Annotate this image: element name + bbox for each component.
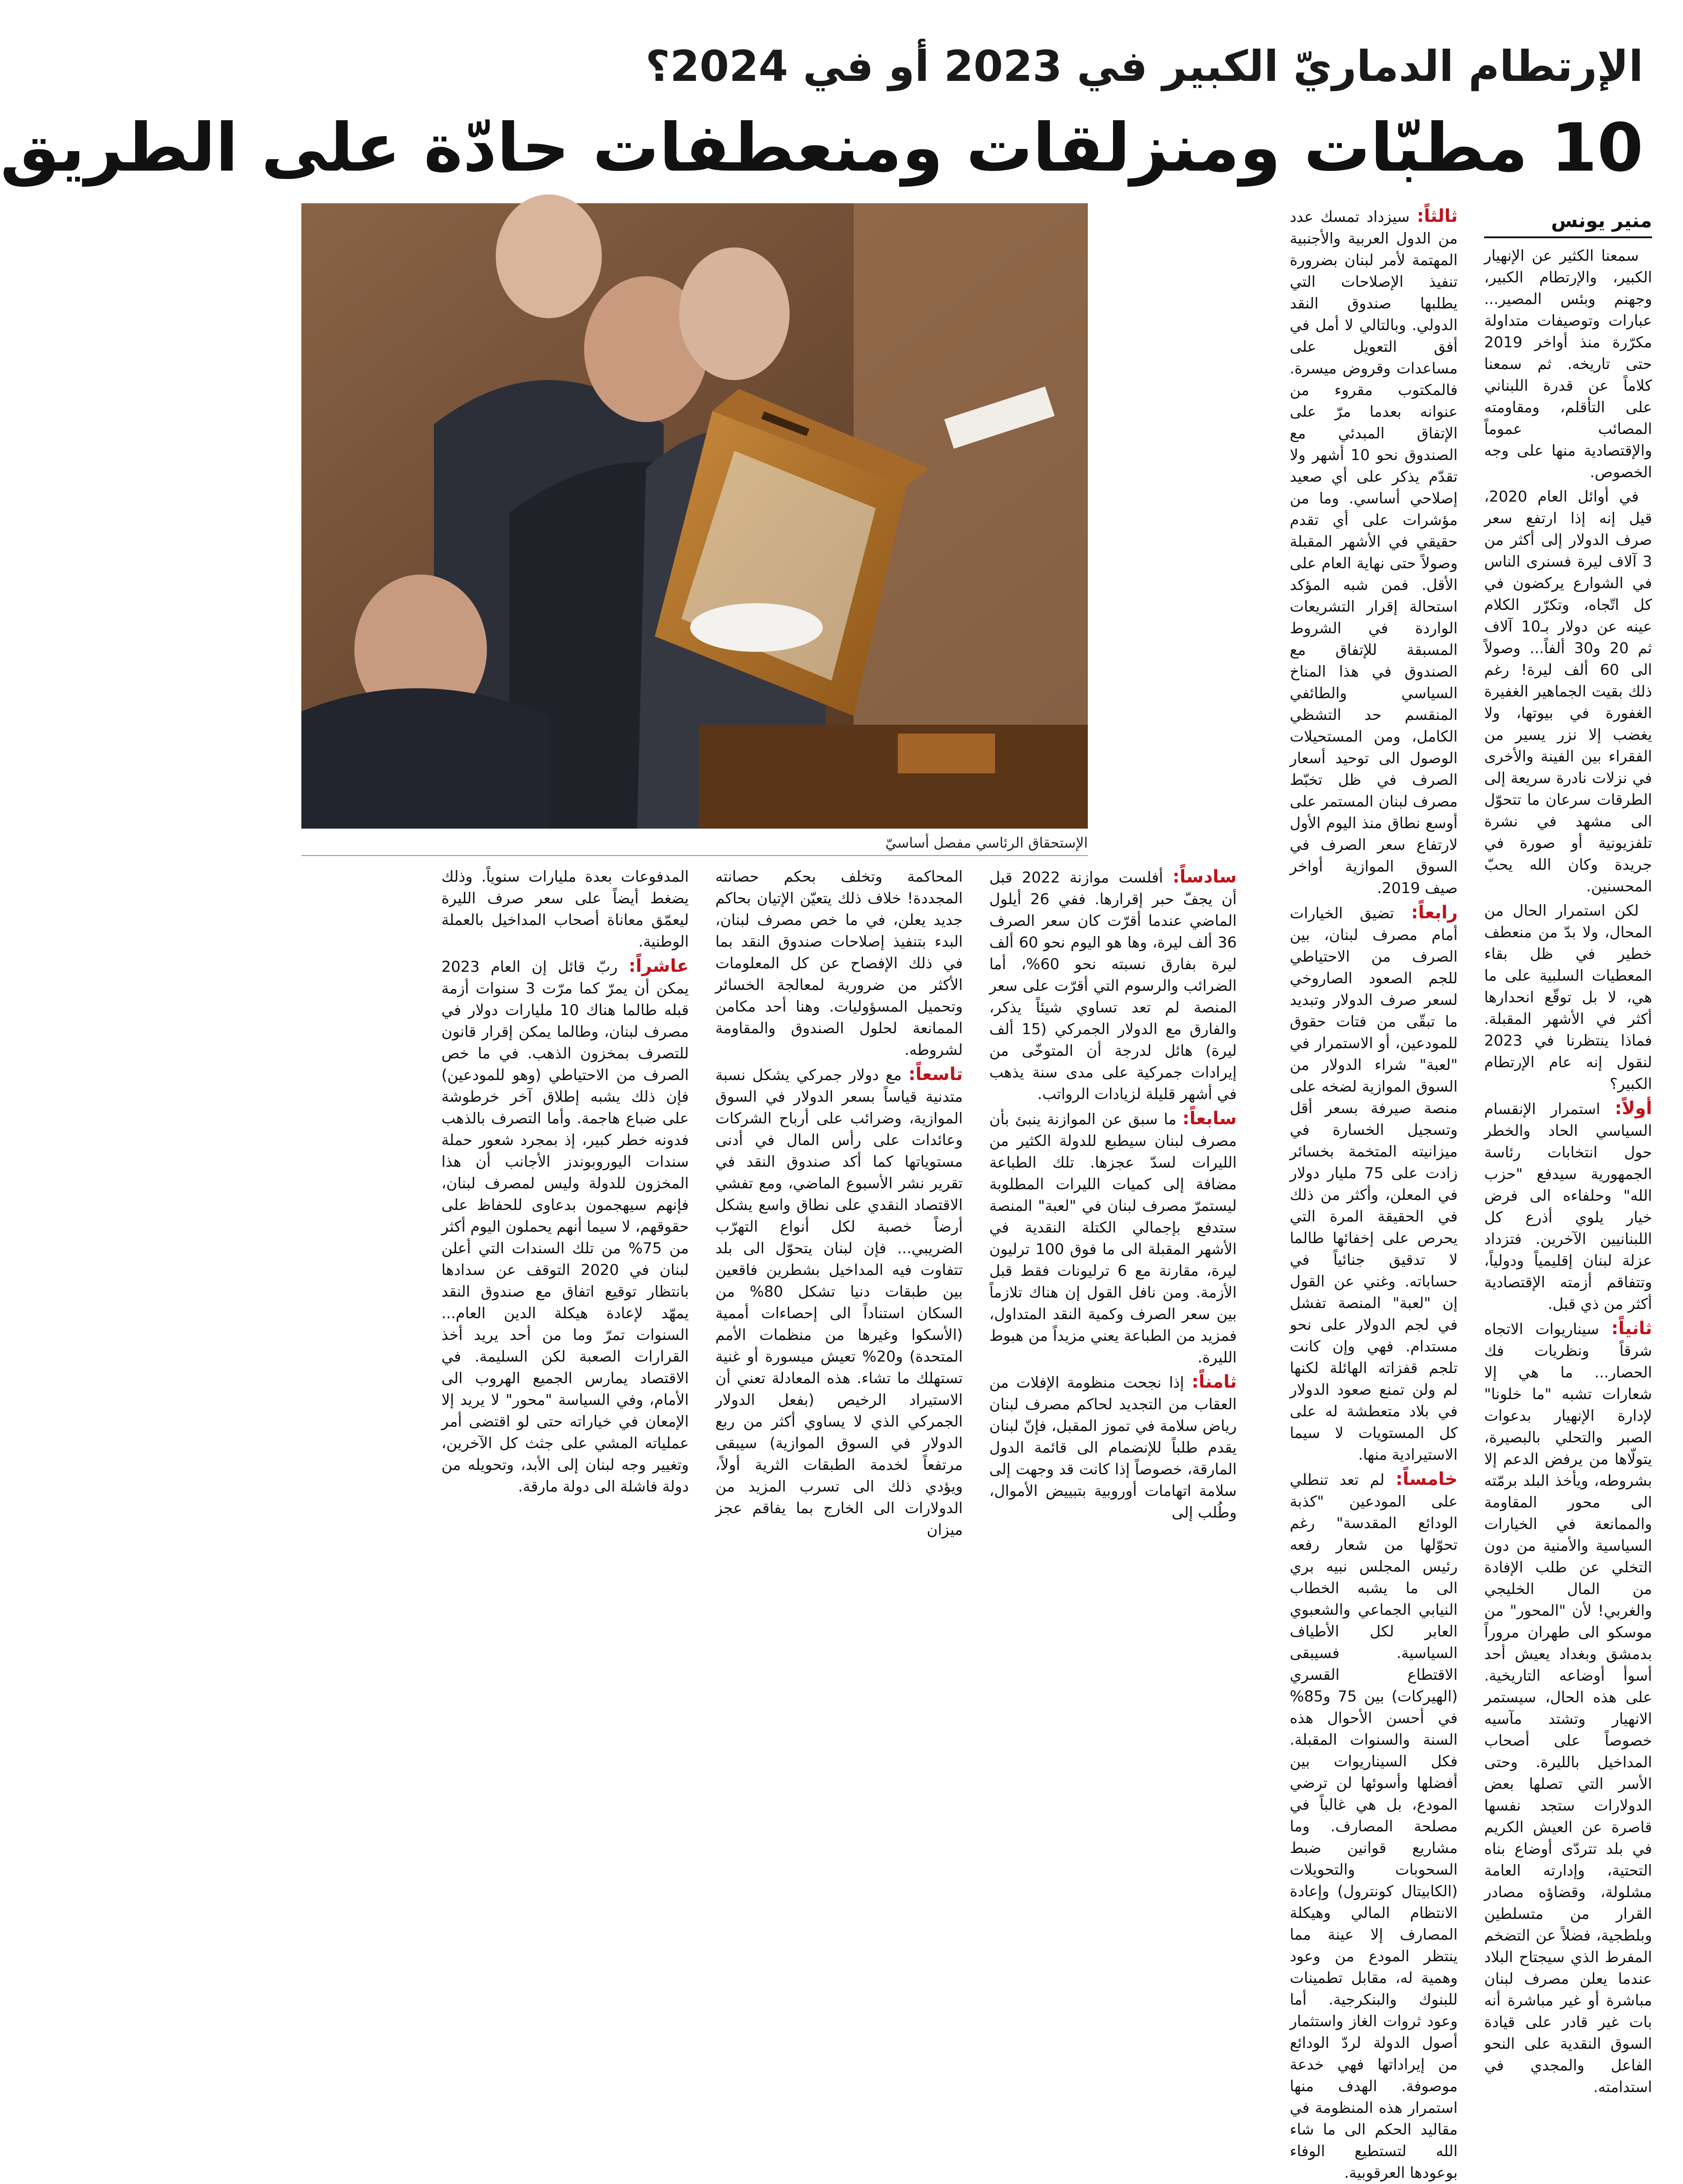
paragraph-text: في أوائل العام 2020، قيل إنه إذا ارتفع سعر صرف الدولار إلى أكثر من 3 آلاف ليرة فسنرى الناس في الشوارع يركضون في كل اتّجاه، وتكرّر الكلام عينه عن دولار بـ10 آلاف ثم 20 و30 ألفاً... وصولاً الى 60 ألف ليرة! رغم ذلك بقيت الجماهير الغفيرة الغفورة في بيوتها، ولا يغضب إلا نزر يسير من الفقراء بين الفينة والأخرى في نزلات نادرة سريعة إلى الطرقات سرعان ما تتحوّل الى مشهد في نشرة تلفزيونية أو صورة في جريدة وكان الله يحبّ المحسنين. bbox=[1484, 488, 1653, 895]
photo-caption: الإستحقاق الرئاسي مفصل أساسيّ bbox=[885, 834, 1088, 851]
article-paragraph bbox=[1484, 1318, 1652, 2098]
paragraph-text: أفلست موازنة 2022 قبل أن يجفّ حبر إقرارها. ففي 26 أيلول الماضي عندما أقرّت كان سعر الصرف 36 ألف ليرة، وها هو اليوم نحو 60 ألف ليرة بفارق نسبته نحو 60%، أما الضرائب والرسوم التي أقرّت على سعر المنصة لم تعد تساوي شيئاً يذكر، والفارق مع الدولار الجمركي (15 ألف ليرة) هائل لدرجة أن المتوخّى من إيرادات جمركية على مدى سنة يذهب في أشهر قليلة لزيادات الرواتب. bbox=[989, 869, 1237, 1103]
article-column-5 bbox=[441, 866, 689, 1567]
point-ordinal-label: سابعاً: bbox=[1182, 1108, 1237, 1129]
article-paragraph bbox=[1484, 1098, 1652, 1315]
ballot-box-illustration bbox=[301, 203, 1088, 829]
parliament-vote-photo bbox=[301, 203, 1088, 829]
byline-divider bbox=[1484, 236, 1652, 238]
article-paragraph bbox=[1484, 900, 1652, 1095]
article-paragraph bbox=[989, 1108, 1237, 1369]
article-column-1 bbox=[1484, 245, 1653, 2096]
paragraph-text: سيزداد تمسك عدد من الدول العربية والأجنبية المهتمة لأمر لبنان بضرورة تنفيذ الإصلاحات التي يطلبها صندوق النقد الدولي. وبالتالي لا أمل في أفق التعويل على مساعدات وقروض ميسرة. فالمكتوب مقروء من عنوانه بعدما مرّ على الإتفاق المبدئي مع الصندوق نحو 10 أشهر ولا تقدّم يذكر على أي صعيد إصلاحي أساسي. وما من مؤشرات على أي تقدم حقيقي في الأشهر المقبلة وصولاً حتى نهاية العام على الأقل. فمن شبه المؤكد استحالة إقرار التشريعات الواردة في الشروط المسبقة للإتفاق مع الصندوق في هذا المناخ السياسي والطائفي المنقسم حد التشظي الكامل، ومن المستحيلات الوصول الى توحيد أسعار الصرف في ظل تخبّط مصرف لبنان المستمر على أوسع نطاق منذ اليوم الأول لارتفاع سعر الصرف في السوق الموازية أواخر صيف 2019. bbox=[1290, 208, 1458, 897]
caption-divider bbox=[301, 855, 1088, 856]
article-paragraph bbox=[1484, 486, 1652, 898]
article-paragraph bbox=[1290, 902, 1458, 1466]
point-ordinal-label: ثالثاً: bbox=[1417, 206, 1458, 226]
article-column-2 bbox=[1290, 205, 1458, 2182]
article-paragraph bbox=[989, 1371, 1237, 1524]
paragraph-text: مع دولار جمركي يشكل نسبة متدنية قياساً بسعر الدولار في السوق الموازية، وضرائب على أرباح الشركات وعائدات على رأس المال في أدنى مستوياتها كما أكد صندوق النقد في تقرير نشر الأسبوع الماضي، ومع تفشي الاقتصاد النقدي على نطاق واسع يشكل أرضاً خصبة لكل أنواع التهرّب الضريبي... فإن لبنان يتحوّل الى بلد تتفاوت فيه المداخيل بشطرين فاقعين بين طبقات دنيا تشكل 80% من السكان استناداً الى إحصاءات أممية (الأسكوا وغيرها من منظمات الأمم المتحدة) و20% تعيش ميسورة أو غنية تستهلك ما تشاء. هذه المعادلة تعني أن الاستيراد الرخيص (بفعل الدولار الجمركي الذي لا يساوي أكثر من ربع الدولار في السوق الموازية) سيبقى مرتفعاً لخدمة الطبقات الثرية أولاً، ويؤدي ذلك الى تسرب المزيد من الدولارات الى الخارج بما يفاقم عجز ميزان bbox=[715, 1066, 963, 1539]
paragraph-text: المدفوعات بعدة مليارات سنوياً. وذلك يضغط أيضاً على سعر صرف الليرة ليعمّق معاناة أصحاب المداخيل بالعملة الوطنية. bbox=[441, 868, 689, 951]
paragraph-text: لكن استمرار الحال من المحال، ولا بدّ من منعطف خطير في ظل بقاء المعطيات السلبية على ما هي، لا بل توقّع انحدارها أكثر في الأشهر المقبلة. فماذا ينتظرنا في 2023 لنقول إنه عام الإرتطام الكبير؟ bbox=[1484, 902, 1652, 1093]
article-column-4 bbox=[715, 866, 963, 1567]
article-paragraph bbox=[441, 955, 689, 1498]
article-paragraph bbox=[1290, 1469, 1458, 2184]
article-paragraph bbox=[715, 1064, 963, 1541]
headline-kicker: الإرتطام الدماريّ الكبير في 2023 أو في 2024؟ bbox=[645, 42, 1643, 91]
point-ordinal-label: ثانياً: bbox=[1611, 1318, 1652, 1339]
paragraph-text: ما سبق عن الموازنة ينبئ بأن مصرف لبنان سيطبع للدولة الكثير من الليرات لسدّ عجزها. تلك الطباعة مضافة إلى كميات الليرات المطلوبة ليستمرّ مصرف لبنان في "لعبة" المنصة ستدفع بإجمالي الكتلة النقدية في الأشهر المقبلة الى ما فوق 100 ترليون ليرة، مقارنة مع 6 ترليونات فقط قبل الأزمة. ومن نافل القول إن هناك تلازماً بين سعر الصرف وكمية النقد المتداول، فمزيد من الطباعة يعني مزيداً من هبوط الليرة. bbox=[989, 1111, 1237, 1366]
point-ordinal-label: أولاً: bbox=[1615, 1098, 1652, 1119]
paragraph-text: المحاكمة وتخلف بحكم حصانته المجددة! خلاف ذلك يتعيّن الإتيان بحاكم جديد يعلن، في ما خص مصرف لبنان، البدء بتنفيذ إصلاحات صندوق النقد بما في ذلك الإفصاح عن كل المعلومات الأكثر من ضرورية لمعالجة الخسائر وتحميل المسؤوليات. وهنا أحد مكامن الممانعة لحلول الصندوق والمقاومة لشروطه. bbox=[715, 868, 963, 1059]
article-paragraph bbox=[1290, 205, 1458, 899]
author-byline: منير يونس bbox=[1551, 209, 1652, 232]
article-paragraph bbox=[989, 866, 1237, 1105]
point-ordinal-label: ثامناً: bbox=[1191, 1372, 1237, 1392]
paragraph-text: سمعنا الكثير عن الإنهيار الكبير، والإرتطام الكبير، وجهنم وبئس المصير... عبارات وتوصيفات متداولة مكرّرة منذ أواخر 2019 حتى تاريخه. ثم سمعنا كلاماً عن قدرة اللبناني على التأقلم، ومقاومته المصائب عموماً والإقتصادية منها على وجه الخصوص. bbox=[1484, 247, 1652, 481]
headline-title: 10 مطبّات ومنزلقات ومنعطفات حادّة على الطريق bbox=[0, 110, 1643, 186]
paragraph-text: تضيق الخيارات أمام مصرف لبنان، بين الصرف من الاحتياطي للجم الصعود الصاروخي لسعر صرف الدولار وتبديد ما تبقّى من فتات حقوق للمودعين، أو الاستمرار في "لعبة" شراء الدولار من السوق الموازية لضخه على منصة صيرفة بسعر أقل وتسجيل الخسارة في ميزانيته المتخمة بخسائر زادت على 75 مليار دولار في المعلن، وأكثر من ذلك في الحقيقة المرة التي يحرص على إخفائها طالما لا تدقيق جنائياً في حساباته. وغني عن القول إن "لعبة" المنصة تفشل في لجم الدولار على نحو مستدام. فهي وإن كانت تلجم قفزاته الهائلة لكنها لم ولن تمنع صعود الدولار في بلاد متعطشة له على كل المستويات لا سيما الاستيرادية منها. bbox=[1290, 905, 1458, 1464]
paragraph-text: لم تعد تنطلي على المودعين "كذبة الودائع المقدسة" رغم تحوّلها من شعار رفعه رئيس المجلس نبيه بري الى ما يشبه الخطاب النيابي الجماعي والشعبوي العابر لكل الأطياف السياسية. فسيبقى الاقتطاع القسري (الهيركات) بين 75 و85% في أحسن الأحوال هذه السنة والسنوات المقبلة. فكل السيناريوات بين أفضلها وأسوئها لن ترضي المودع، بل هي غالباً في مصلحة المصارف. وما مشاريع قوانين ضبط السحوبات والتحويلات (الكابيتال كونترول) وإعادة الانتظام المالي وهيكلة المصارف إلا عينة مما ينتظر المودع من وعود وهمية له، مقابل تطمينات للبنوك والبنكرجية. أما وعود ثروات الغاز واستثمار أصول الدولة لردّ الودائع من إيراداتها فهي خدعة موصوفة. الهدف منها استمرار هذه المنظومة في مقاليد الحكم الى ما شاء الله لتستطيع الوفاء بوعودها العرقوبية. bbox=[1290, 1471, 1458, 2182]
paragraph-text: سيناريوات الاتجاه شرقاً ونظريات فك الحصار... ما هي إلا شعارات تشبه "ما خلونا" لإدارة الإنهيار بدعوات الصبر والتحلي بالبصيرة، يتولّاها من يرفض الدعم إلا بشروطه، ويأخذ البلد برمّته الى محور المقاومة والممانعة في الخيارات السياسية والأمنية من دون التخلي عن طلب الإفادة من المال الخليجي والغربي! لأن "المحور" من موسكو الى طهران مروراً بدمشق وبغداد يعيش أحد أسوأ أوضاعه التاريخية. على هذه الحال، سيستمر الانهيار وتشتد مآسيه خصوصاً على أصحاب المداخيل بالليرة. وحتى الأسر التي تصلها بعض الدولارات ستجد نفسها قاصرة عن العيش الكريم في بلد تتردّى أوضاع بناه التحتية، وإدارته العامة مشلولة، وقضاؤه مصادر القرار من متسلطين وبلطجية، فضلاً عن التضخم المفرط الذي سيجتاح البلاد عندما يعلن مصرف لبنان مباشرة أو غير مباشرة أنه بات غير قادر على قيادة السوق النقدية على النحو الفاعل والمجدي في استدامته. bbox=[1484, 1320, 1652, 2096]
paragraph-text: إذا نجحت منظومة الإفلات من العقاب من التجديد لحاكم مصرف لبنان رياض سلامة في تموز المقبل، فإنّ لبنان يقدم طلباً للإنضمام الى قائمة الدول المارقة، خصوصاً إذا كانت قد وجهت إلى سلامة اتهامات أوروبية بتبييض الأموال، وطُلب إلى bbox=[989, 1374, 1237, 1522]
point-ordinal-label: تاسعاً: bbox=[908, 1064, 963, 1084]
article-paragraph bbox=[715, 866, 963, 1061]
point-ordinal-label: سادساً: bbox=[1172, 867, 1237, 887]
article-paragraph bbox=[441, 866, 689, 953]
point-ordinal-label: عاشراً: bbox=[628, 956, 689, 976]
point-ordinal-label: رابعاً: bbox=[1411, 902, 1458, 923]
paragraph-text: استمرار الإنقسام السياسي الحاد والخطر حول انتخابات رئاسة الجمهورية سيدفع "حزب الله" وحلفاءه الى فرض خيار يلوي أذرع كل اللبنانيين الآخرين. فتزداد عزلة لبنان إقليمياً ودولياً، وتتفاقم أزمته الإقتصادية أكثر من ذي قبل. bbox=[1484, 1100, 1652, 1313]
article-paragraph bbox=[1484, 245, 1652, 483]
article-column-3 bbox=[989, 866, 1237, 1567]
point-ordinal-label: خامساً: bbox=[1395, 1469, 1458, 1489]
paragraph-text: ربّ قائل إن العام 2023 يمكن أن يمرّ كما مرّت 3 سنوات أزمة قبله طالما هناك 10 مليارات دولار في مصرف لبنان، وطالما يمكن إقرار قانون للتصرف بمخزون الذهب. في ما خص الصرف من الاحتياطي (وهو للمودعين) فإن ذلك يشبه إطلاق آخر خرطوشة على ضباع هاجمة. وأما التصرف بالذهب فدونه خطر كبير، إذ بمجرد شعور حملة سندات اليوروبوندز الأجانب أن هذا المخزون للدولة وليس لمصرف لبنان، فإنهم سيهجمون بدعاوى للحفاظ على حقوقهم، لا سيما أنهم يحملون اليوم أكثر من 75% من تلك السندات التي أعلن لبنان في 2020 التوقف عن سدادها بانتظار توقيع اتفاق مع صندوق النقد يمهّد لإعادة هيكلة الدين العام... السنوات تمرّ وما من أحد يريد أخذ القرارات الصعبة لكن السليمة. في الاقتصاد يمارس الجميع الهروب الى الأمام، وفي السياسة "محور" لا يريد إلا الإمعان في خياراته حتى لو اقتضى أمر عملياته المشي على جثث كل الآخرين، وتغيير وجه لبنان إلى الأبد، وتحويله من دولة فاشلة الى دولة مارقة. bbox=[441, 958, 689, 1495]
